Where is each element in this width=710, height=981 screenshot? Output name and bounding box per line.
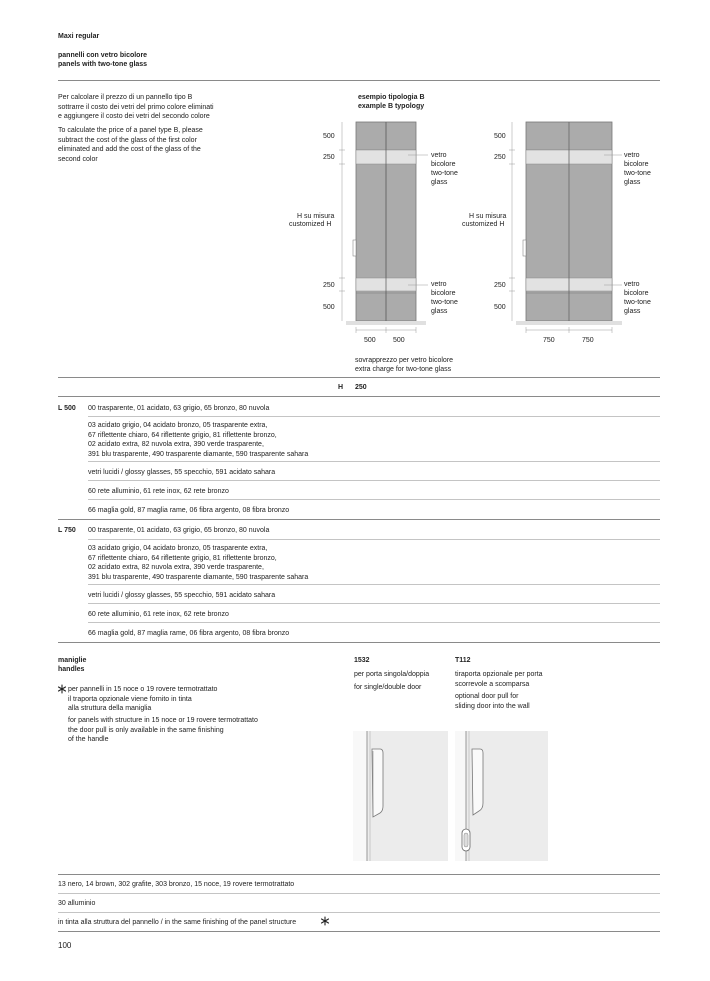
group-label-l500: L 500 [58,405,76,412]
table-top-divider [58,396,660,397]
dim-h-it-left: H su misura [297,213,335,220]
dim-h-it-right: H su misura [469,213,507,220]
glass-label-bottom-left: vetro bicolore two-tone glass [431,281,458,315]
width-a-left: 500 [364,337,376,344]
table-row: 03 acidato grigio, 04 acidato bronzo, 05 trasparente extra, 67 riflettente chiaro, 64 riflettente grigio, 81 riflettente bronzo, 02 acidato extra, 82 nuvola extra, 390 verde trasparente, 391 blu trasparente, 490 trasparente diamante, 590 trasparente sahara [88,545,309,581]
table-row: 66 maglia gold, 87 maglia rame, 06 fibra argento, 08 fibra bronzo [88,630,290,637]
asterisk-icon [320,916,330,926]
table-row: 60 rete alluminio, 61 rete inox, 62 rete bronzo [88,488,229,495]
handle-desc-en-t112: optional door pull for sliding door into the wall [455,693,530,710]
width-a-right: 750 [543,337,555,344]
page-number: 100 [58,941,72,950]
surcharge-en: extra charge for two-tone glass [355,366,452,373]
dim-band-bottom-left: 250 [323,282,335,289]
surcharge-h-value: 250 [355,384,367,391]
handle-code-1532: 1532 [354,657,370,664]
handle-right [523,240,526,256]
handles-title-en: handles [58,666,85,673]
finish-row: 13 nero, 14 brown, 302 grafite, 303 bronzo, 15 noce, 19 rovere termotrattato [58,881,295,888]
handle-1532-image [353,731,448,861]
surcharge-divider [58,377,660,378]
panel-diagrams [0,0,710,400]
dim-bottom-left: 500 [323,304,335,311]
table-row: 60 rete alluminio, 61 rete inox, 62 rete bronzo [88,611,229,618]
section-subtitle-it: pannelli con vetro bicolore [58,52,148,59]
dim-bottom-right: 500 [494,304,506,311]
intro-text-it: Per calcolare il prezzo di un pannello tipo B sottrarre il costo dei vetri del primo colore eliminati e aggiungere il costo dei vetri del secondo colore [58,94,214,120]
handles-divider [58,642,660,643]
table-row: 03 acidato grigio, 04 acidato bronzo, 05 trasparente extra, 67 riflettente chiaro, 64 riflettente grigio, 81 riflettente bronzo, 02 acidato extra, 82 nuvola extra, 390 verde trasparente, 391 blu trasparente, 490 trasparente diamante, 590 trasparente sahara [88,422,309,458]
table-row: 00 trasparente, 01 acidato, 63 grigio, 65 bronzo, 80 nuvola [88,527,270,534]
dim-top-left: 500 [323,133,335,140]
section-subtitle-en: panels with two-tone glass [58,61,148,68]
width-b-left: 500 [393,337,405,344]
example-title-en: example B typology [358,103,425,110]
dim-h-en-right: customized H [462,221,505,228]
group-label-l750: L 750 [58,527,76,534]
table-row: 00 trasparente, 01 acidato, 63 grigio, 65 bronzo, 80 nuvola [88,405,270,412]
handles-note-en: for panels with structure in 15 noce or 19 rovere termotrattato the door pull is only available in the same finishing of the handle [68,717,258,743]
dim-band-top-left: 250 [323,154,335,161]
table-row: vetri lucidi / glossy glasses, 55 specchio, 591 acidato sahara [88,592,276,599]
handles-note-it: per pannelli in 15 noce o 19 rovere termotrattato il traporta opzionale viene fornito in tinta alla struttura della maniglia [68,686,218,712]
dim-band-bottom-right: 250 [494,282,506,289]
diagram-right [509,122,622,333]
table-row: vetri lucidi / glossy glasses, 55 specchio, 591 acidato sahara [88,469,276,476]
table-row: 66 maglia gold, 87 maglia rame, 06 fibra argento, 08 fibra bronzo [88,507,290,514]
dim-top-right: 500 [494,133,506,140]
handle-left [353,240,356,256]
finish-row: 30 alluminio [58,900,96,907]
dim-h-en-left: customized H [289,221,332,228]
diagram-left [339,122,428,333]
glass-label-bottom-right: vetro bicolore two-tone glass [624,281,651,315]
surcharge-it: sovrapprezzo per vetro bicolore [355,357,454,364]
page-title: Maxi regular [58,33,100,40]
width-b-right: 750 [582,337,594,344]
glass-label-top-left: vetro bicolore two-tone glass [431,152,458,186]
intro-text-en: To calculate the price of a panel type B, please subtract the cost of the glass of the first color eliminated and add the cost of the glass of the second color [58,127,203,163]
handle-code-t112: T112 [455,657,471,664]
group-divider [58,519,660,520]
dim-band-top-right: 250 [494,154,506,161]
finish-row: in tinta alla struttura del pannello / in the same finishing of the panel structure [58,919,297,926]
glass-label-top-right: vetro bicolore two-tone glass [624,152,651,186]
surcharge-h-label: H [338,384,344,391]
example-title-it: esempio tipologia B [358,94,425,101]
handle-desc-it-t112: tiraporta opzionale per porta scorrevole a scomparsa [455,671,543,688]
handle-desc-en-1532: for single/double door [354,684,422,691]
asterisk-icon [57,684,67,694]
handles-title-it: maniglie [58,657,87,664]
handle-desc-it-1532: per porta singola/doppia [354,671,430,678]
handle-t112-image [455,731,548,861]
